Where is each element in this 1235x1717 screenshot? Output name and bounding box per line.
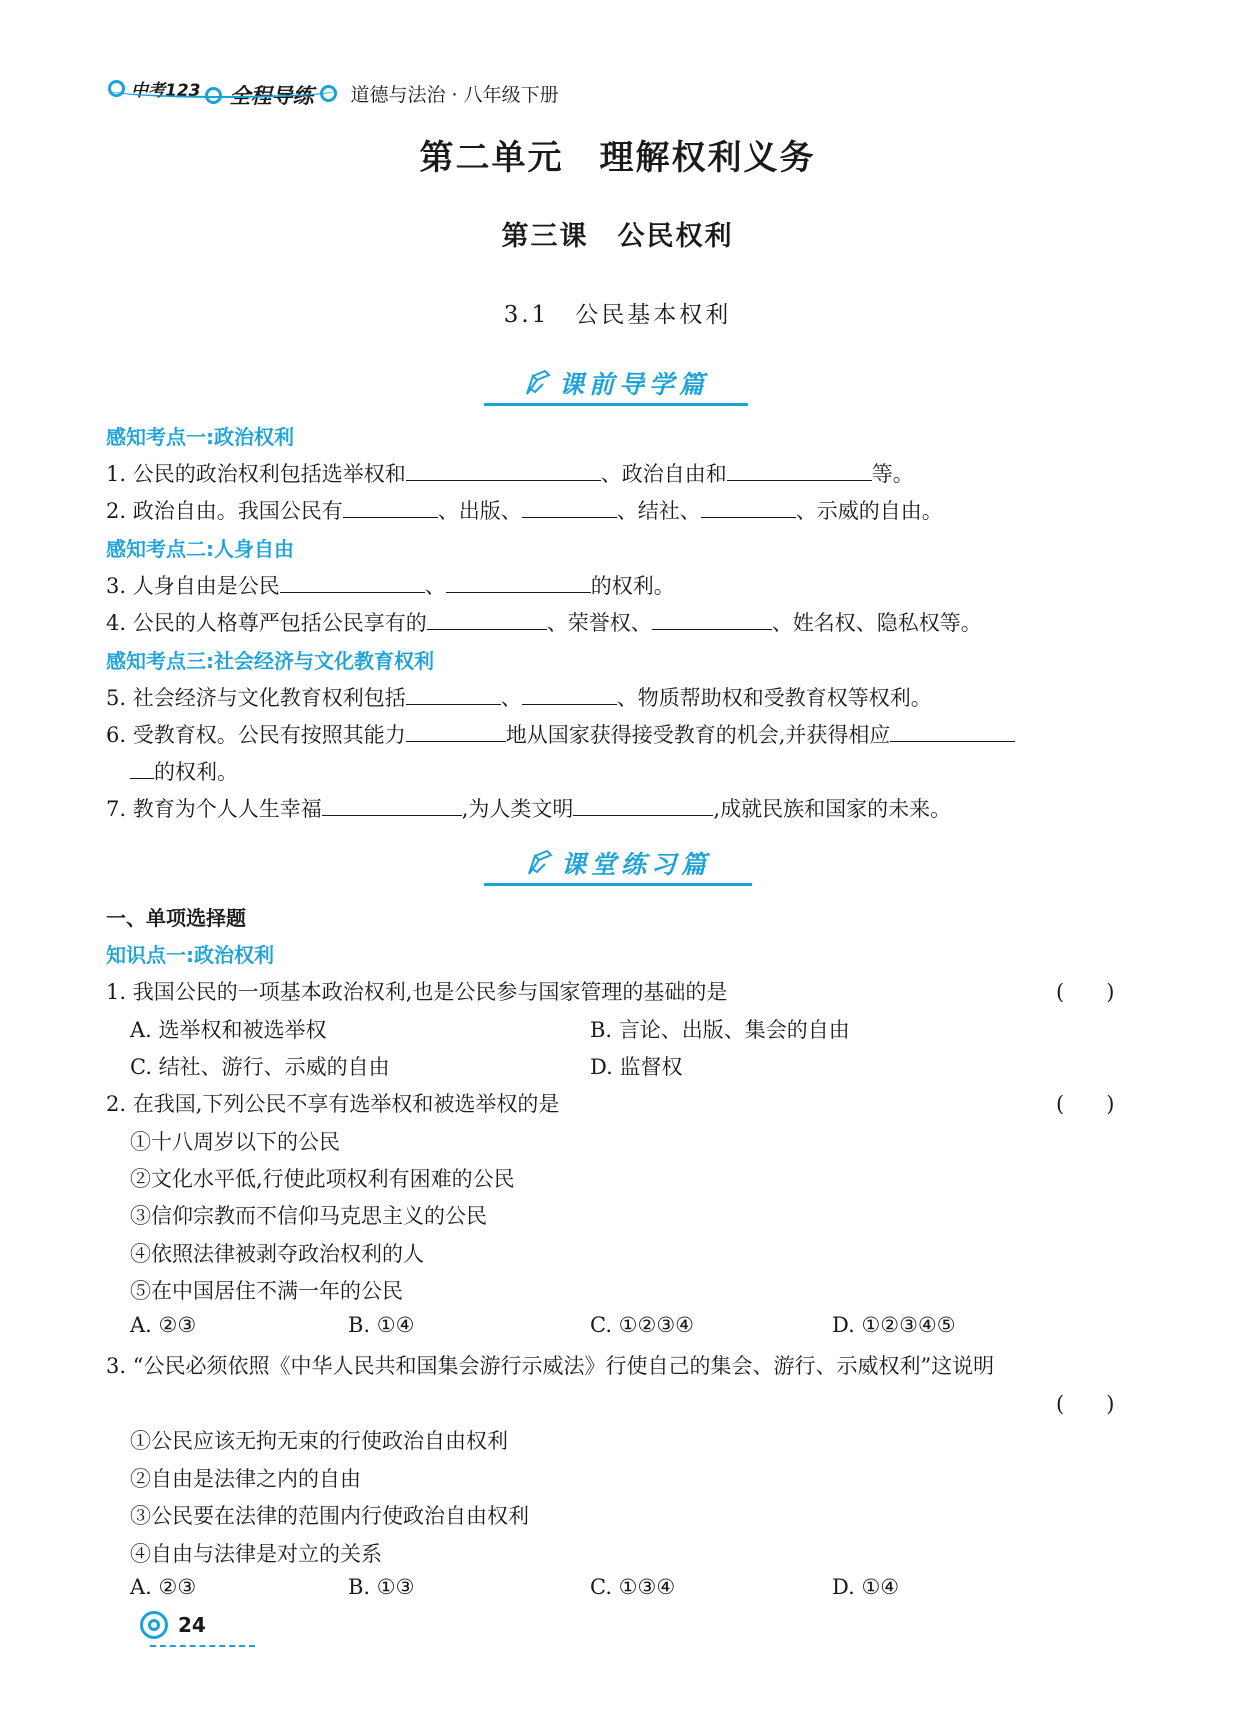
option-c[interactable]: C. ①②③④ [590,1313,694,1337]
answer-blank[interactable] [652,611,772,630]
answer-blank[interactable] [343,499,438,518]
knowledge-point-heading: 感知考点三:社会经济与文化教育权利 [106,649,434,673]
fill-question-5: 5. 社会经济与文化教育权利包括 、 、物质帮助权和受教育权等权利。 [106,686,932,710]
answer-parentheses[interactable]: ( ) [1056,1392,1115,1416]
answer-blank[interactable] [280,574,425,593]
fill-question-2: 2. 政治自由。我国公民有 、出版、 、结社、 、示威的自由。 [106,499,943,523]
answer-blank[interactable] [573,797,713,816]
statement-item: ④依照法律被剥夺政治权利的人 [130,1242,424,1266]
question-2-stem: 2. 在我国,下列公民不享有选举权和被选举权的是 [106,1092,560,1116]
option-b[interactable]: B. ①③ [348,1575,415,1599]
brand-name: 中考123 [131,80,201,101]
header-swoosh [108,82,338,98]
target-icon [140,1611,168,1639]
option-a[interactable]: A. ②③ [130,1575,197,1599]
statement-item: ①十八周岁以下的公民 [130,1130,340,1154]
fill-question-6: 6. 受教育权。公民有按照其能力 地从国家获得接受教育的机会,并获得相应 [106,719,1015,749]
fill-question-1: 1. 公民的政治权利包括选举权和 、政治自由和 等。 [106,462,914,486]
answer-blank[interactable] [890,723,1015,742]
lesson-title: 第三课 公民权利 [501,221,734,252]
brand-series: 全程导练 [229,84,314,108]
statement-item: ④自由与法律是对立的关系 [130,1542,382,1566]
option-d[interactable]: D. ①④ [832,1575,900,1599]
option-d[interactable]: D. 监督权 [590,1055,683,1079]
unit-title: 第二单元 理解权利义务 [419,138,816,178]
answer-blank[interactable] [522,686,617,705]
answer-blank[interactable] [406,462,601,481]
knowledge-point-heading: 知识点一:政治权利 [106,943,274,967]
fill-question-4: 4. 公民的人格尊严包括公民享有的 、荣誉权、 、姓名权、隐私权等。 [106,611,982,635]
page-number-text: 24 [178,1613,206,1637]
option-b[interactable]: B. ①④ [348,1313,415,1337]
fill-question-6-continued: 的权利。 [130,756,238,786]
option-a[interactable]: A. ②③ [130,1313,197,1337]
statement-item: ①公民应该无拘无束的行使政治自由权利 [130,1429,508,1453]
statement-item: ⑤在中国居住不满一年的公民 [130,1279,403,1303]
question-1-stem: 1. 我国公民的一项基本政治权利,也是公民参与国家管理的基础的是 [106,980,728,1004]
answer-blank[interactable] [406,723,506,742]
answer-blank[interactable] [522,499,617,518]
header [108,68,559,108]
banner-title: 课堂练习篇 [560,850,711,879]
section-title: 3.1 公民基本权利 [503,302,732,328]
answer-blank[interactable] [701,499,796,518]
banner-pre-study [484,363,748,406]
answer-blank[interactable] [130,760,154,779]
statement-item: ②文化水平低,行使此项权利有困难的公民 [130,1167,515,1191]
question-3-stem: 3. “公民必须依照《中华人民共和国集会游行示威法》行使自己的集会、游行、示威权利”这说明 [106,1354,995,1378]
answer-parentheses[interactable]: ( ) [1056,980,1115,1004]
pen-icon [525,848,555,878]
answer-blank[interactable] [322,797,462,816]
banner-title: 课前导学篇 [558,370,709,399]
statement-item: ②自由是法律之内的自由 [130,1467,361,1491]
answer-blank[interactable] [427,611,547,630]
header-subject: 道德与法治 · 八年级下册 [350,83,559,106]
footer-divider [150,1645,255,1647]
answer-blank[interactable] [727,462,872,481]
section-heading: 一、单项选择题 [106,906,246,930]
knowledge-point-heading: 感知考点二:人身自由 [106,537,294,561]
banner-class-practice [484,843,752,886]
option-c[interactable]: C. ①③④ [590,1575,676,1599]
pen-icon [523,368,553,398]
statement-item: ③公民要在法律的范围内行使政治自由权利 [130,1504,529,1528]
option-d[interactable]: D. ①②③④⑤ [832,1313,956,1337]
fill-question-3: 3. 人身自由是公民 、 的权利。 [106,574,675,598]
answer-blank[interactable] [406,686,501,705]
option-c[interactable]: C. 结社、游行、示威的自由 [130,1055,390,1079]
option-a[interactable]: A. 选举权和被选举权 [130,1018,327,1042]
knowledge-point-heading: 感知考点一:政治权利 [106,425,294,449]
answer-parentheses[interactable]: ( ) [1056,1092,1115,1116]
answer-blank[interactable] [446,574,591,593]
page-number [140,1611,206,1639]
fill-question-7: 7. 教育为个人人生幸福 ,为人类文明 ,成就民族和国家的未来。 [106,797,952,821]
option-b[interactable]: B. 言论、出版、集会的自由 [590,1018,850,1042]
statement-item: ③信仰宗教而不信仰马克思主义的公民 [130,1204,487,1228]
